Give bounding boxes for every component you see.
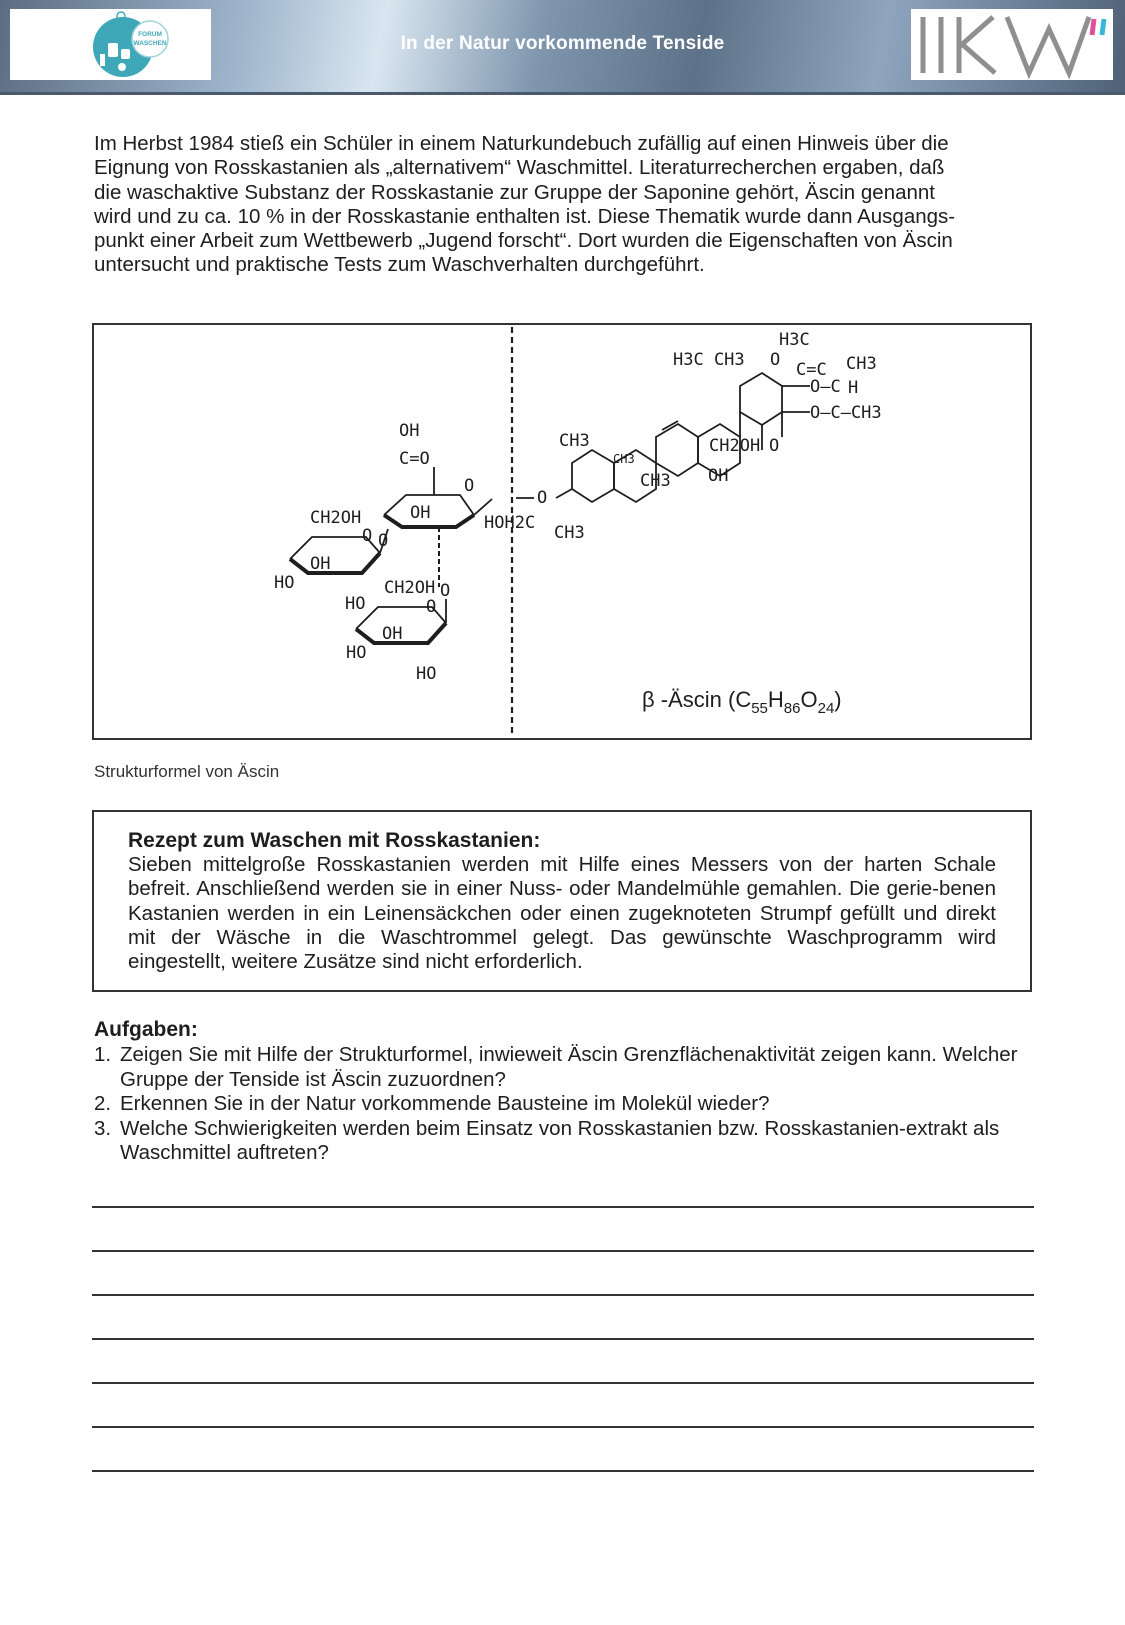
tasks-title: Aufgaben:: [94, 1018, 198, 1041]
sugar-ring-1: [384, 467, 492, 587]
label-h3c-top: H3C: [779, 330, 810, 350]
label-o-s3b: O: [440, 581, 451, 601]
label-ester-o: O: [770, 350, 781, 370]
label-hoh2c: HOH2C: [484, 513, 536, 533]
intro-line: punkt einer Arbeit zum Wettbewerb „Jugend forscht“. Dort wurden die Eigenschaften von Äscin: [94, 229, 953, 253]
label-o-small: O: [769, 436, 780, 456]
label-ho-s2b: HO: [345, 594, 366, 614]
task-number: 1.: [94, 1043, 112, 1066]
label-o-ring1: O: [464, 476, 475, 496]
answer-line: [92, 1338, 1034, 1340]
label-o-c-1: O–C: [810, 377, 841, 397]
label-ch3-right: CH3: [846, 354, 877, 374]
intro-line: Eignung von Rosskastanien als „alternativem“ Waschmittel. Literaturrecherchen ergaben, daß: [94, 156, 945, 180]
recipe-box: [92, 810, 1032, 992]
task-item: [94, 1043, 1032, 1092]
label-o-c-ch3: O–C–CH3: [810, 403, 882, 423]
task-number: 3.: [94, 1116, 112, 1140]
recipe-title: Rezept zum Waschen mit Rosskastanien:: [128, 829, 541, 852]
label-o-link: O: [537, 488, 548, 508]
logo-text-waschen: WASCHEN: [133, 40, 167, 47]
answer-line: [92, 1382, 1034, 1384]
forum-waschen-logo: [10, 9, 211, 80]
answer-line: [92, 1470, 1034, 1472]
task-item: [94, 1092, 1032, 1117]
label-ch2oh-s2: CH2OH: [310, 508, 362, 528]
label-oh-s2: OH: [310, 554, 331, 574]
label-ho-s3a: HO: [346, 643, 367, 663]
intro-line: untersucht und praktische Tests zum Waschverhalten durchgeführt.: [94, 253, 705, 277]
intro-line: wird und zu ca. 10 % in der Rosskastanie enthalten ist. Diese Thematik wurde dann Ausgangs-: [94, 204, 956, 228]
label-c-eq-o: C=O: [399, 449, 430, 469]
label-c-eq-c: C=C: [796, 360, 827, 380]
label-ch3-c: CH3: [613, 452, 635, 466]
answer-lines: [92, 1206, 1034, 1514]
answer-line: [92, 1426, 1034, 1428]
label-ho-s2a: HO: [274, 573, 295, 593]
label-ch3-a: CH3: [554, 523, 585, 543]
aescin-structure-diagram: [94, 325, 1030, 738]
intro-line: Im Herbst 1984 stieß ein Schüler in einem Naturkundebuch zufällig auf einen Hinweis über die: [94, 132, 949, 155]
label-oh-s1: OH: [410, 503, 431, 523]
task-text: Welche Schwierigkeiten werden beim Einsatz von Rosskastanien bzw. Rosskastanien-extrakt als Waschmittel auftreten?: [120, 1116, 1000, 1164]
answer-line: [92, 1250, 1034, 1252]
label-ch3-b: CH3: [559, 431, 590, 451]
intro-line: die waschaktive Substanz der Rosskastanie zur Gruppe der Saponine gehört, Äscin genannt: [94, 180, 936, 204]
label-h3c-ch3: H3C CH3: [673, 350, 745, 370]
recipe-text: Sieben mittelgroße Rosskastanien werden mit Hilfe eines Messers von der harten Schale befreit. Anschließend werden sie in einer Nuss- oder Mandelmühle gemahlen. Die gerie-benen Kastanien werden in ein Leinensäckchen oder einen zugeknoteten Strumpf gefüllt und direkt mit der Wäsche in die Waschtrommel gelegt. Das gewünschte Waschprogramm wird eingestellt, weitere Zusätze sind nicht erforderlich.: [128, 853, 996, 974]
label-ch2oh-ring: CH2OH: [709, 436, 761, 456]
structural-formula-box: [92, 323, 1032, 740]
tasks-list: [94, 1043, 1032, 1166]
intro-paragraph: [94, 132, 1032, 278]
label-ch2oh-s3: CH2OH: [384, 578, 436, 598]
formula-name: β -Äscin $(C_{55}H_{86}O_{24})$: [642, 687, 842, 717]
label-ho-s3b: HO: [416, 664, 437, 684]
formula-caption: Strukturformel von Äscin: [94, 762, 280, 781]
label-o-s3a: O: [426, 597, 437, 617]
label-o-s2a: O: [362, 526, 373, 546]
task-text: Erkennen Sie in der Natur vorkommende Bausteine im Molekül wieder?: [120, 1092, 770, 1115]
sugar-ring-2: [290, 529, 388, 573]
tasks-section: [94, 1017, 1032, 1166]
task-text: Zeigen Sie mit Hilfe der Strukturformel, inwieweit Äscin Grenzflächenaktivität zeigen kann. Welcher Gruppe der Tenside ist Äscin zuzuordnen?: [120, 1043, 1018, 1091]
label-oh-ring: OH: [708, 466, 729, 486]
page-title: In der Natur vorkommende Tenside: [400, 33, 725, 54]
task-number: 2.: [94, 1092, 112, 1115]
label-o-s2b: O: [378, 531, 389, 551]
answer-line: [92, 1294, 1034, 1296]
logo-text-forum: FORUM: [138, 31, 162, 38]
label-oh-top: OH: [399, 421, 420, 441]
page-header: [0, 0, 1125, 95]
label-h-right: H: [848, 378, 859, 398]
label-oh-s3: OH: [382, 624, 403, 644]
answer-line: [92, 1206, 1034, 1208]
ikw-logo: [911, 9, 1113, 80]
label-ch3-d: CH3: [640, 471, 671, 491]
task-item: [94, 1117, 1032, 1166]
